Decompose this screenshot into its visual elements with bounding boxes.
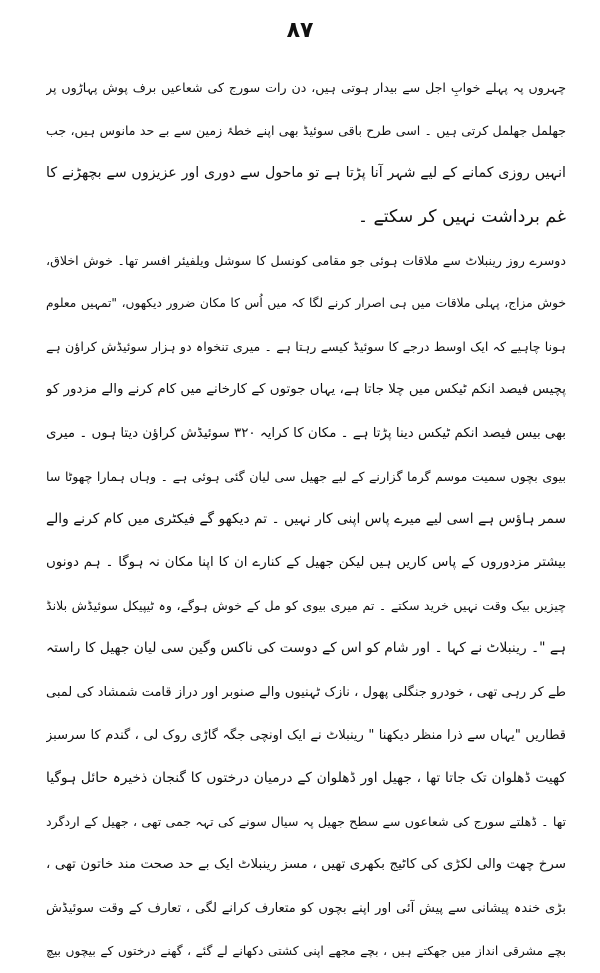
- text-line: بچے مشرقی انداز میں جھکتے ہیں ، بچے مجھے اپنی کشتی دکھانے لے گئے ، گھنے درختوں کے بیچوں بیچ: [46, 943, 566, 958]
- page-number: ۸۷: [286, 18, 314, 43]
- text-line: سمر ہاؤس ہے اسی لیے میرے پاس اپنی کار نہیں ۔ تم دیکھو گے فیکٹری میں کام کرنے والے: [46, 510, 566, 527]
- text-line: ہونا چاہیے کہ ایک اوسط درجے کا سوئیڈ کیسے رہتا ہے ۔ میری تنخواہ دو ہزار سوئیڈش کراؤن ہے: [46, 339, 566, 355]
- text-line: جھلمل جھلمل کرتی ہیں ۔ اسی طرح باقی سوئیڈ بھی اپنے خطۂ زمین سے بے حد مانوس ہیں، جب: [46, 123, 566, 139]
- text-line: کھیت ڈھلوان تک جاتا تھا ، جھیل اور ڈھلوان کے درمیان درختوں کا گنجان ذخیرہ حائل ہوگیا: [46, 770, 566, 786]
- text-line: چہروں پہ پہلے خوابِ اجل سے بیدار ہوتی ہیں، دن رات سورج کی شعاعیں برف پوش پہاڑوں پر: [46, 80, 566, 95]
- text-line: بڑی خندہ پیشانی سے پیش آئی اور اپنے بچوں کو متعارف کرانے لگی ، تعارف کے وقت سوئیڈش: [46, 900, 566, 916]
- text-line: بیوی بچوں سمیت موسم گرما گزارنے کے لیے جھیل سی لیان گئی ہوئی ہے ۔ وہاں ہمارا چھوٹا سا: [46, 468, 566, 484]
- text-line: ہے "۔ رینبلاٹ نے کہا ۔ اور شام کو اس کے دوست کی ناکس وگین سی لیان جھیل کا راستہ: [46, 640, 566, 657]
- text-line: قطاریں "یہاں سے ذرا منظر دیکھنا " رینبلاٹ نے ایک اونچی جگہ گاڑی روک لی ، گندم کا سرسبز: [46, 727, 566, 743]
- page-body-text: [46, 66, 566, 973]
- text-line: سرخ چھت والی لکڑی کی کاٹیج بکھری تھیں ، مسز رینبلاٹ ایک بے حد صحت مند خاتون تھی ،: [46, 857, 566, 873]
- text-line: دوسرے روز رینبلاٹ سے ملاقات ہوئی جو مقامی کونسل کا سوشل ویلفیئر افسر تھا۔ خوش اخلاق،: [46, 252, 566, 268]
- text-line: بیشتر مزدوروں کے پاس کاریں ہیں لیکن جھیل کے کنارے ان کا اپنا مکان نہ ہوگا ۔ ہم دونوں: [46, 555, 566, 571]
- text-line: تھا ۔ ڈھلتے سورج کی شعاعوں سے سطح جھیل پہ سیال سونے کی تہہ جمی تھی ، جھیل کے اردگرد: [46, 814, 566, 830]
- text-line: خوش مزاج، پہلی ملاقات میں ہی اصرار کرنے لگا کہ میں اُس کا مکان ضرور دیکھوں، "تمہیں معلوم: [46, 295, 566, 310]
- text-line: بھی بیس فیصد انکم ٹیکس دینا پڑتا ہے ۔ مکان کا کرایہ ۳۲۰ سوئیڈش کراؤن دیتا ہوں ۔ میری: [46, 425, 566, 441]
- text-line: انہیں روزی کمانے کے لیے شہر آنا پڑتا ہے تو ماحول سے دوری اور عزیزوں سے بچھڑنے کا: [46, 165, 566, 182]
- text-line: چیزیں بیک وقت نہیں خرید سکتے ۔ تم میری بیوی کو مل کے خوش ہوگے، وہ ٹیپیکل سوئیڈش بلانڈ: [46, 598, 566, 614]
- text-line: پچیس فیصد انکم ٹیکس میں چلا جاتا ہے، یہاں جوتوں کے کارخانے میں کام کرنے والے مزدور کو: [46, 382, 566, 398]
- text-line: غم برداشت نہیں کر سکتے ۔: [357, 206, 566, 227]
- text-line: طے کر رہی تھی ، خودرو جنگلی پھول ، نازک ٹہنیوں والے صنوبر اور دراز قامت شمشاد کی لمبی: [46, 684, 566, 700]
